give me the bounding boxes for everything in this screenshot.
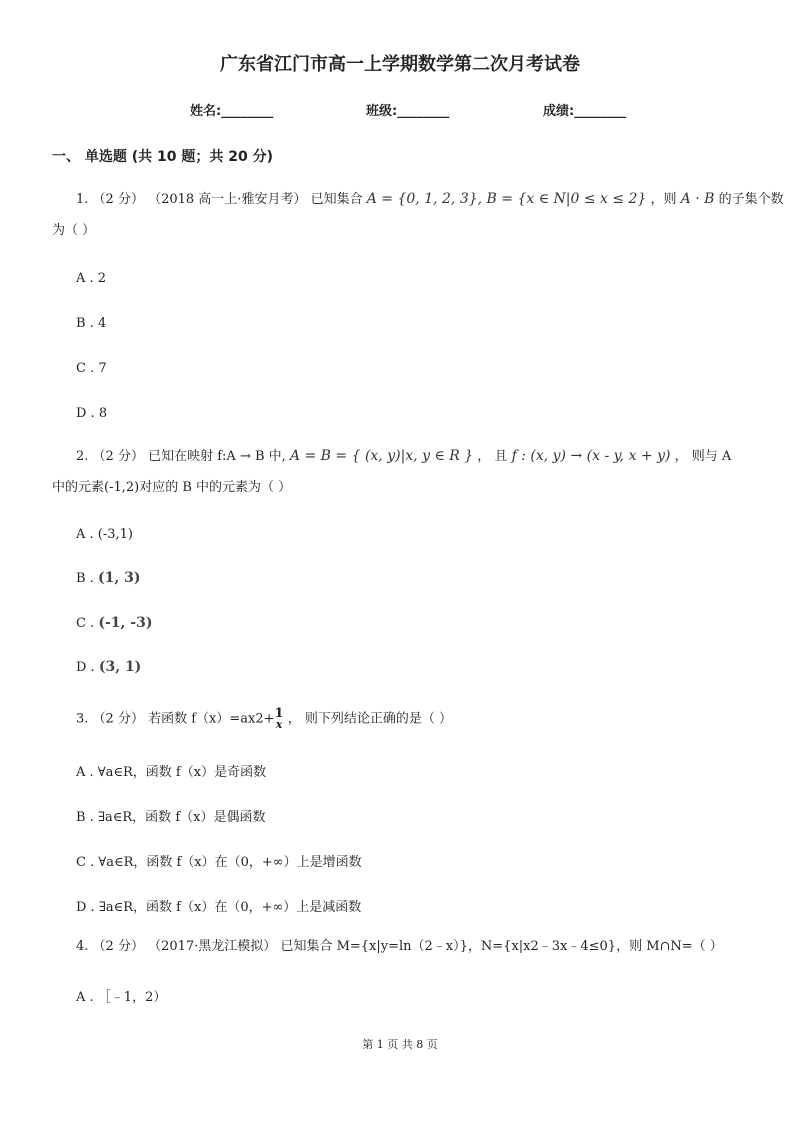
option-label: A . [76,527,94,542]
question-source: （2017·黑龙江模拟） [148,939,277,954]
question-4-line-1 [76,937,723,957]
question-score: （2 分） [92,192,144,207]
option-label: D . [76,660,95,675]
option-value: 2 [97,271,107,286]
option-value: ∀a∈R，函数 f（x）在（0，+∞）上是增函数 [98,855,362,870]
option-label: D . [76,900,95,915]
question-3-option-c [76,851,362,870]
question-1-option-d [76,406,107,421]
question-number: 3. [76,711,89,727]
option-value: ［﹣1，2） [97,990,167,1005]
question-text: 已知集合 M={x|y=ln（2﹣x）}，N={x|x2﹣3x﹣4≤0}，则 M∩N=（ ） [280,939,723,954]
class-field-label: 班级:________ [366,104,450,119]
question-3-line-1 [76,708,452,730]
option-value: (3, 1) [98,659,142,675]
question-text: ， 且 [477,449,508,464]
option-value: ∃a∈R，函数 f（x）在（0，+∞）上是减函数 [98,900,362,915]
option-value: (1, 3) [97,570,141,586]
option-label: C . [76,855,95,870]
page-footer: 第 1 页 共 8 页 [362,1038,438,1051]
question-1-option-c [76,361,107,376]
question-4-option-a [76,986,166,1005]
fraction-numerator: 1 [274,706,284,721]
question-1-line-2: 为（ ） [52,223,96,238]
option-label: A . [76,990,94,1005]
question-score: （2 分） [92,449,144,464]
question-score: （2 分） [92,939,144,954]
option-label: A . [76,765,94,780]
question-text: 已知在映射 f:A → B 中, [148,449,286,464]
option-value: 4 [97,316,107,331]
question-number: 4. [76,939,89,954]
option-label: C . [76,616,95,631]
question-number: 1. [76,192,89,207]
question-2-option-c [76,615,152,631]
option-value: (-1, -3) [98,615,153,631]
option-label: A . [76,271,94,286]
question-3-option-a [76,761,266,780]
formula-sets: A = {0, 1, 2, 3}, B = {x ∈ N|0 ≤ x ≤ 2} [366,191,647,207]
fraction-one-over-x [275,708,284,730]
question-text: 已知集合 [310,192,363,207]
question-text: 的子集个数 [718,192,784,207]
formula-sets: A = B = { (x, y)|x, y ∈ R } [289,448,474,464]
formula-ab: A · B [680,191,715,207]
option-label: B . [76,571,94,586]
section-heading: 一、 单选题 (共 10 题；共 20 分) [52,149,274,165]
option-label: C . [76,361,95,376]
question-text: 若函数 f（x）=ax2+ [148,711,275,727]
option-label: B . [76,316,94,331]
question-score: （2 分） [92,711,144,727]
formula-map: f : (x, y) → (x - y, x + y) [511,448,671,464]
question-3-option-d [76,896,361,915]
fraction-denominator: x [275,718,283,731]
question-1-option-b [76,316,106,331]
page-title: 广东省江门市高一上学期数学第二次月考试卷 [220,54,580,75]
option-value: (-3,1) [97,527,134,542]
question-text: ， 则下列结论正确的是（ ） [287,711,452,727]
question-2-line-2: 中的元素(-1,2)对应的 B 中的元素为（ ） [52,480,292,495]
question-2-option-d [76,659,141,675]
question-1-option-a [76,271,106,286]
option-value: 8 [98,406,108,421]
option-value: ∀a∈R，函数 f（x）是奇函数 [97,765,267,780]
question-source: （2018 高一上·雅安月考） [148,192,307,207]
question-text: ，则 [650,192,677,207]
score-field-label: 成绩:________ [543,104,627,119]
question-2-option-a [76,527,133,542]
question-2-line-1 [76,446,731,467]
name-field-label: 姓名:________ [190,104,274,119]
question-number: 2. [76,449,89,464]
option-value: ∃a∈R，函数 f（x）是偶函数 [97,810,266,825]
question-text: ， 则与 A [674,449,732,464]
option-value: 7 [98,361,107,376]
question-1-line-1 [76,189,784,210]
option-label: D . [76,406,95,421]
option-label: B . [76,810,94,825]
question-2-option-b [76,570,140,586]
question-3-option-b [76,806,265,825]
